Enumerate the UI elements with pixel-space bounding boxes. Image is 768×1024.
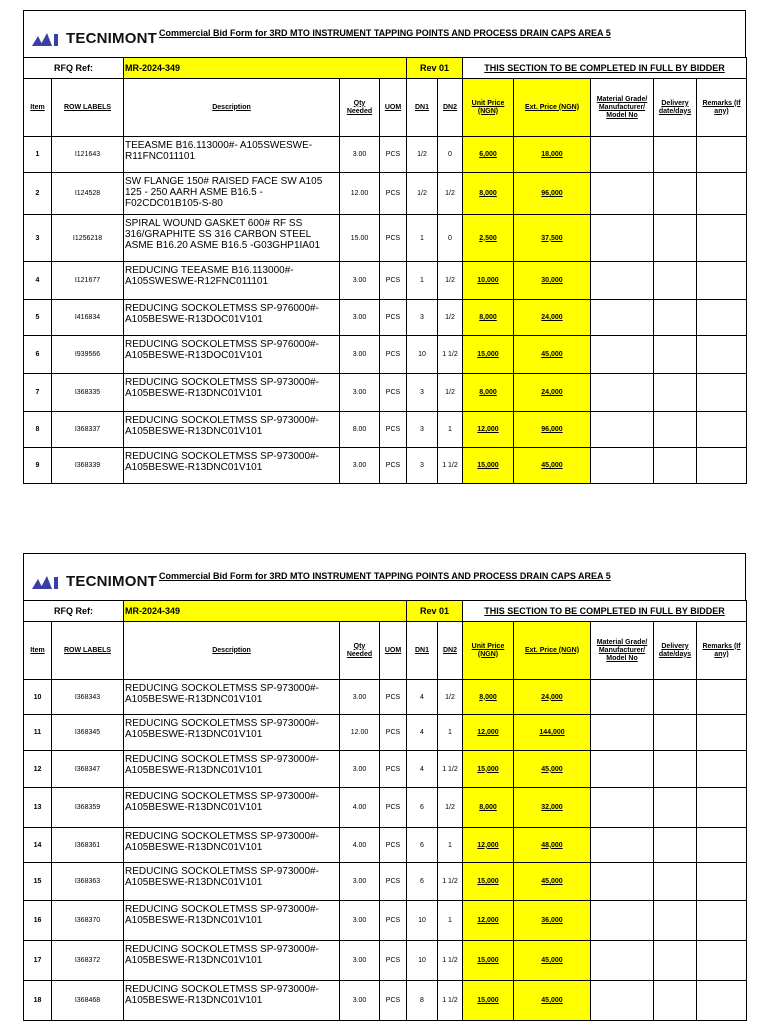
row-label: I368335 bbox=[52, 374, 124, 412]
rfq-label: RFQ Ref: bbox=[24, 601, 124, 622]
dn1: 6 bbox=[407, 828, 438, 863]
row-label: I368359 bbox=[52, 788, 124, 828]
remarks-cell[interactable] bbox=[697, 173, 747, 215]
remarks-cell[interactable] bbox=[697, 751, 747, 788]
row-label: I368343 bbox=[52, 680, 124, 715]
dn2: 1 1/2 bbox=[438, 981, 463, 1021]
material-cell[interactable] bbox=[591, 173, 654, 215]
col-row-labels: ROW LABELS bbox=[52, 622, 124, 680]
ext-price: 32,000 bbox=[514, 788, 591, 828]
item-number: 2 bbox=[24, 173, 52, 215]
tecnimont-logo-icon bbox=[32, 575, 62, 589]
brand-logo bbox=[32, 573, 157, 590]
dn2: 1 bbox=[438, 828, 463, 863]
material-cell[interactable] bbox=[591, 901, 654, 941]
dn1: 8 bbox=[407, 981, 438, 1021]
description: REDUCING SOCKOLETMSS SP-973000#-A105BESWE-R13DNC01V101 bbox=[124, 981, 340, 1021]
dn1: 4 bbox=[407, 751, 438, 788]
description: REDUCING SOCKOLETMSS SP-973000#-A105BESWE-R13DNC01V101 bbox=[124, 448, 340, 484]
ext-price: 96,000 bbox=[514, 173, 591, 215]
table-row bbox=[24, 715, 747, 751]
remarks-cell[interactable] bbox=[697, 412, 747, 448]
uom: PCS bbox=[380, 137, 407, 173]
col-description: Description bbox=[124, 79, 340, 137]
qty: 3.00 bbox=[340, 448, 380, 484]
table-row bbox=[24, 448, 747, 484]
dn1: 10 bbox=[407, 941, 438, 981]
description: SW FLANGE 150# RAISED FACE SW A105 125 - 250 AARH ASME B16.5 -F02CDC01B105-S-80 bbox=[124, 173, 340, 215]
ext-price: 18,000 bbox=[514, 137, 591, 173]
table-row bbox=[24, 788, 747, 828]
ext-price: 37,500 bbox=[514, 215, 591, 262]
unit-price: 8,000 bbox=[463, 173, 514, 215]
material-cell[interactable] bbox=[591, 137, 654, 173]
brand-name: TECNIMONT bbox=[66, 30, 157, 47]
revision: Rev 01 bbox=[407, 58, 463, 79]
row-label: I121643 bbox=[52, 137, 124, 173]
remarks-cell[interactable] bbox=[697, 828, 747, 863]
delivery-cell[interactable] bbox=[654, 715, 697, 751]
column-header-row bbox=[24, 79, 747, 137]
description: REDUCING SOCKOLETMSS SP-973000#-A105BESWE-R13DNC01V101 bbox=[124, 941, 340, 981]
delivery-cell[interactable] bbox=[654, 448, 697, 484]
material-cell[interactable] bbox=[591, 680, 654, 715]
dn2: 0 bbox=[438, 215, 463, 262]
item-number: 7 bbox=[24, 374, 52, 412]
col-material: Material Grade/ Manufacturer/ Model No bbox=[591, 79, 654, 137]
table-row bbox=[24, 751, 747, 788]
dn2: 1 1/2 bbox=[438, 336, 463, 374]
table-row bbox=[24, 901, 747, 941]
unit-price: 8,000 bbox=[463, 788, 514, 828]
material-cell[interactable] bbox=[591, 336, 654, 374]
form-banner bbox=[23, 10, 746, 57]
uom: PCS bbox=[380, 215, 407, 262]
uom: PCS bbox=[380, 336, 407, 374]
material-cell[interactable] bbox=[591, 262, 654, 300]
qty: 12.00 bbox=[340, 715, 380, 751]
brand-logo bbox=[32, 30, 157, 47]
row-label: I368345 bbox=[52, 715, 124, 751]
unit-price: 2,500 bbox=[463, 215, 514, 262]
item-number: 17 bbox=[24, 941, 52, 981]
col-dn2: DN2 bbox=[438, 622, 463, 680]
qty: 4.00 bbox=[340, 828, 380, 863]
uom: PCS bbox=[380, 981, 407, 1021]
unit-price: 15,000 bbox=[463, 751, 514, 788]
col-unit-price: Unit Price (NGN) bbox=[463, 622, 514, 680]
remarks-cell[interactable] bbox=[697, 300, 747, 336]
qty: 3.00 bbox=[340, 751, 380, 788]
delivery-cell[interactable] bbox=[654, 788, 697, 828]
remarks-cell[interactable] bbox=[697, 863, 747, 901]
delivery-cell[interactable] bbox=[654, 828, 697, 863]
col-uom: UOM bbox=[380, 622, 407, 680]
ext-price: 24,000 bbox=[514, 680, 591, 715]
col-qty: Qty Needed bbox=[340, 622, 380, 680]
col-remarks: Remarks (If any) bbox=[697, 622, 747, 680]
delivery-cell[interactable] bbox=[654, 336, 697, 374]
table-row bbox=[24, 262, 747, 300]
qty: 4.00 bbox=[340, 788, 380, 828]
item-number: 11 bbox=[24, 715, 52, 751]
description: REDUCING TEEASME B16.113000#-A105SWESWE-R12FNC011101 bbox=[124, 262, 340, 300]
table-row bbox=[24, 828, 747, 863]
row-label: I368372 bbox=[52, 941, 124, 981]
col-item: Item bbox=[24, 622, 52, 680]
ext-price: 36,000 bbox=[514, 901, 591, 941]
dn2: 1 bbox=[438, 715, 463, 751]
uom: PCS bbox=[380, 448, 407, 484]
material-cell[interactable] bbox=[591, 941, 654, 981]
dn1: 6 bbox=[407, 863, 438, 901]
ext-price: 48,000 bbox=[514, 828, 591, 863]
item-number: 4 bbox=[24, 262, 52, 300]
dn2: 1 1/2 bbox=[438, 863, 463, 901]
item-number: 15 bbox=[24, 863, 52, 901]
col-ext-price: Ext. Price (NGN) bbox=[514, 79, 591, 137]
bid-form-page-1 bbox=[23, 10, 746, 484]
qty: 3.00 bbox=[340, 680, 380, 715]
table-row bbox=[24, 137, 747, 173]
qty: 15.00 bbox=[340, 215, 380, 262]
material-cell[interactable] bbox=[591, 300, 654, 336]
dn1: 4 bbox=[407, 715, 438, 751]
unit-price: 12,000 bbox=[463, 828, 514, 863]
dn2: 1/2 bbox=[438, 788, 463, 828]
dn2: 1 bbox=[438, 901, 463, 941]
col-remarks: Remarks (If any) bbox=[697, 79, 747, 137]
table-row bbox=[24, 173, 747, 215]
description: REDUCING SOCKOLETMSS SP-976000#-A105BESWE-R13DOC01V101 bbox=[124, 300, 340, 336]
delivery-cell[interactable] bbox=[654, 863, 697, 901]
qty: 3.00 bbox=[340, 262, 380, 300]
bidder-note: THIS SECTION TO BE COMPLETED IN FULL BY BIDDER bbox=[463, 58, 747, 79]
description: REDUCING SOCKOLETMSS SP-973000#-A105BESWE-R13DNC01V101 bbox=[124, 374, 340, 412]
uom: PCS bbox=[380, 863, 407, 901]
unit-price: 15,000 bbox=[463, 448, 514, 484]
form-title: Commercial Bid Form for 3RD MTO INSTRUMENT TAPPING POINTS AND PROCESS DRAIN CAPS AREA 5 bbox=[159, 28, 611, 38]
uom: PCS bbox=[380, 412, 407, 448]
table-row bbox=[24, 215, 747, 262]
dn2: 1 1/2 bbox=[438, 751, 463, 788]
table-row bbox=[24, 680, 747, 715]
delivery-cell[interactable] bbox=[654, 751, 697, 788]
ext-price: 144,000 bbox=[514, 715, 591, 751]
row-label: I939566 bbox=[52, 336, 124, 374]
item-number: 8 bbox=[24, 412, 52, 448]
qty: 3.00 bbox=[340, 336, 380, 374]
delivery-cell[interactable] bbox=[654, 680, 697, 715]
delivery-cell[interactable] bbox=[654, 901, 697, 941]
material-cell[interactable] bbox=[591, 215, 654, 262]
dn2: 1 1/2 bbox=[438, 448, 463, 484]
dn1: 3 bbox=[407, 300, 438, 336]
qty: 3.00 bbox=[340, 300, 380, 336]
uom: PCS bbox=[380, 828, 407, 863]
description: REDUCING SOCKOLETMSS SP-973000#-A105BESWE-R13DNC01V101 bbox=[124, 901, 340, 941]
rfq-row bbox=[24, 601, 747, 622]
description: REDUCING SOCKOLETMSS SP-973000#-A105BESWE-R13DNC01V101 bbox=[124, 715, 340, 751]
description: REDUCING SOCKOLETMSS SP-973000#-A105BESWE-R13DNC01V101 bbox=[124, 680, 340, 715]
qty: 8.00 bbox=[340, 412, 380, 448]
row-label: I368337 bbox=[52, 412, 124, 448]
description: REDUCING SOCKOLETMSS SP-973000#-A105BESWE-R13DNC01V101 bbox=[124, 751, 340, 788]
material-cell[interactable] bbox=[591, 788, 654, 828]
dn2: 0 bbox=[438, 137, 463, 173]
material-cell[interactable] bbox=[591, 374, 654, 412]
uom: PCS bbox=[380, 715, 407, 751]
qty: 3.00 bbox=[340, 137, 380, 173]
material-cell[interactable] bbox=[591, 715, 654, 751]
description: SPIRAL WOUND GASKET 600# RF SS 316/GRAPHITE SS 316 CARBON STEEL ASME B16.20 ASME B16.5 -G03GHP1IA01 bbox=[124, 215, 340, 262]
item-number: 3 bbox=[24, 215, 52, 262]
ext-price: 45,000 bbox=[514, 941, 591, 981]
unit-price: 12,000 bbox=[463, 901, 514, 941]
unit-price: 10,000 bbox=[463, 262, 514, 300]
delivery-cell[interactable] bbox=[654, 941, 697, 981]
delivery-cell[interactable] bbox=[654, 173, 697, 215]
dn1: 1 bbox=[407, 262, 438, 300]
dn1: 4 bbox=[407, 680, 438, 715]
col-unit-price: Unit Price (NGN) bbox=[463, 79, 514, 137]
dn1: 3 bbox=[407, 412, 438, 448]
dn1: 3 bbox=[407, 374, 438, 412]
row-label: I1256218 bbox=[52, 215, 124, 262]
ext-price: 24,000 bbox=[514, 374, 591, 412]
rfq-value: MR-2024-349 bbox=[124, 58, 407, 79]
row-label: I368370 bbox=[52, 901, 124, 941]
dn2: 1/2 bbox=[438, 173, 463, 215]
col-delivery: Delivery date/days bbox=[654, 622, 697, 680]
remarks-cell[interactable] bbox=[697, 788, 747, 828]
col-dn2: DN2 bbox=[438, 79, 463, 137]
material-cell[interactable] bbox=[591, 448, 654, 484]
form-title: Commercial Bid Form for 3RD MTO INSTRUMENT TAPPING POINTS AND PROCESS DRAIN CAPS AREA 5 bbox=[159, 571, 611, 581]
description: TEEASME B16.113000#- A105SWESWE-R11FNC011101 bbox=[124, 137, 340, 173]
column-header-row bbox=[24, 622, 747, 680]
bid-table bbox=[23, 57, 747, 484]
row-label: I368347 bbox=[52, 751, 124, 788]
qty: 12.00 bbox=[340, 173, 380, 215]
rfq-row bbox=[24, 58, 747, 79]
uom: PCS bbox=[380, 300, 407, 336]
uom: PCS bbox=[380, 262, 407, 300]
item-number: 18 bbox=[24, 981, 52, 1021]
dn2: 1 1/2 bbox=[438, 941, 463, 981]
unit-price: 8,000 bbox=[463, 300, 514, 336]
item-number: 1 bbox=[24, 137, 52, 173]
col-dn1: DN1 bbox=[407, 79, 438, 137]
col-description: Description bbox=[124, 622, 340, 680]
dn1: 1 bbox=[407, 215, 438, 262]
row-label: I368361 bbox=[52, 828, 124, 863]
ext-price: 45,000 bbox=[514, 981, 591, 1021]
description: REDUCING SOCKOLETMSS SP-973000#-A105BESWE-R13DNC01V101 bbox=[124, 863, 340, 901]
tecnimont-logo-icon bbox=[32, 32, 62, 46]
col-uom: UOM bbox=[380, 79, 407, 137]
item-number: 9 bbox=[24, 448, 52, 484]
uom: PCS bbox=[380, 788, 407, 828]
dn2: 1/2 bbox=[438, 300, 463, 336]
remarks-cell[interactable] bbox=[697, 941, 747, 981]
material-cell[interactable] bbox=[591, 981, 654, 1021]
material-cell[interactable] bbox=[591, 863, 654, 901]
form-banner bbox=[23, 553, 746, 600]
dn1: 6 bbox=[407, 788, 438, 828]
table-row bbox=[24, 863, 747, 901]
ext-price: 30,000 bbox=[514, 262, 591, 300]
dn1: 1/2 bbox=[407, 173, 438, 215]
qty: 3.00 bbox=[340, 941, 380, 981]
uom: PCS bbox=[380, 901, 407, 941]
remarks-cell[interactable] bbox=[697, 448, 747, 484]
ext-price: 45,000 bbox=[514, 863, 591, 901]
remarks-cell[interactable] bbox=[697, 137, 747, 173]
ext-price: 24,000 bbox=[514, 300, 591, 336]
row-label: I416834 bbox=[52, 300, 124, 336]
item-number: 14 bbox=[24, 828, 52, 863]
delivery-cell[interactable] bbox=[654, 412, 697, 448]
item-number: 5 bbox=[24, 300, 52, 336]
table-row bbox=[24, 412, 747, 448]
bidder-note: THIS SECTION TO BE COMPLETED IN FULL BY BIDDER bbox=[463, 601, 747, 622]
unit-price: 12,000 bbox=[463, 412, 514, 448]
dn1: 10 bbox=[407, 901, 438, 941]
description: REDUCING SOCKOLETMSS SP-976000#-A105BESWE-R13DOC01V101 bbox=[124, 336, 340, 374]
uom: PCS bbox=[380, 680, 407, 715]
dn1: 3 bbox=[407, 448, 438, 484]
material-cell[interactable] bbox=[591, 751, 654, 788]
unit-price: 6,000 bbox=[463, 137, 514, 173]
ext-price: 96,000 bbox=[514, 412, 591, 448]
row-label: I121677 bbox=[52, 262, 124, 300]
bid-form-page-2 bbox=[23, 553, 746, 1021]
revision: Rev 01 bbox=[407, 601, 463, 622]
item-number: 13 bbox=[24, 788, 52, 828]
material-cell[interactable] bbox=[591, 828, 654, 863]
table-row bbox=[24, 336, 747, 374]
delivery-cell[interactable] bbox=[654, 215, 697, 262]
uom: PCS bbox=[380, 941, 407, 981]
unit-price: 15,000 bbox=[463, 863, 514, 901]
remarks-cell[interactable] bbox=[697, 981, 747, 1021]
rfq-value: MR-2024-349 bbox=[124, 601, 407, 622]
delivery-cell[interactable] bbox=[654, 981, 697, 1021]
row-label: I368363 bbox=[52, 863, 124, 901]
remarks-cell[interactable] bbox=[697, 374, 747, 412]
brand-name: TECNIMONT bbox=[66, 573, 157, 590]
qty: 3.00 bbox=[340, 901, 380, 941]
description: REDUCING SOCKOLETMSS SP-973000#-A105BESWE-R13DNC01V101 bbox=[124, 412, 340, 448]
item-number: 12 bbox=[24, 751, 52, 788]
dn2: 1/2 bbox=[438, 680, 463, 715]
qty: 3.00 bbox=[340, 374, 380, 412]
qty: 3.00 bbox=[340, 863, 380, 901]
delivery-cell[interactable] bbox=[654, 137, 697, 173]
remarks-cell[interactable] bbox=[697, 715, 747, 751]
remarks-cell[interactable] bbox=[697, 262, 747, 300]
row-label: I368468 bbox=[52, 981, 124, 1021]
uom: PCS bbox=[380, 751, 407, 788]
col-item: Item bbox=[24, 79, 52, 137]
dn2: 1/2 bbox=[438, 262, 463, 300]
table-row bbox=[24, 374, 747, 412]
ext-price: 45,000 bbox=[514, 448, 591, 484]
delivery-cell[interactable] bbox=[654, 300, 697, 336]
ext-price: 45,000 bbox=[514, 336, 591, 374]
table-row bbox=[24, 981, 747, 1021]
bid-table bbox=[23, 600, 747, 1021]
remarks-cell[interactable] bbox=[697, 336, 747, 374]
rfq-label: RFQ Ref: bbox=[24, 58, 124, 79]
remarks-cell[interactable] bbox=[697, 901, 747, 941]
unit-price: 15,000 bbox=[463, 981, 514, 1021]
col-delivery: Delivery date/days bbox=[654, 79, 697, 137]
unit-price: 15,000 bbox=[463, 941, 514, 981]
delivery-cell[interactable] bbox=[654, 262, 697, 300]
row-label: I124528 bbox=[52, 173, 124, 215]
col-material: Material Grade/ Manufacturer/ Model No bbox=[591, 622, 654, 680]
table-row bbox=[24, 941, 747, 981]
table-row bbox=[24, 300, 747, 336]
qty: 3.00 bbox=[340, 981, 380, 1021]
ext-price: 45,000 bbox=[514, 751, 591, 788]
dn2: 1/2 bbox=[438, 374, 463, 412]
remarks-cell[interactable] bbox=[697, 215, 747, 262]
unit-price: 8,000 bbox=[463, 680, 514, 715]
col-qty: Qty Needed bbox=[340, 79, 380, 137]
material-cell[interactable] bbox=[591, 412, 654, 448]
col-dn1: DN1 bbox=[407, 622, 438, 680]
col-ext-price: Ext. Price (NGN) bbox=[514, 622, 591, 680]
delivery-cell[interactable] bbox=[654, 374, 697, 412]
description: REDUCING SOCKOLETMSS SP-973000#-A105BESWE-R13DNC01V101 bbox=[124, 828, 340, 863]
item-number: 16 bbox=[24, 901, 52, 941]
dn1: 10 bbox=[407, 336, 438, 374]
dn1: 1/2 bbox=[407, 137, 438, 173]
dn2: 1 bbox=[438, 412, 463, 448]
remarks-cell[interactable] bbox=[697, 680, 747, 715]
unit-price: 8,000 bbox=[463, 374, 514, 412]
uom: PCS bbox=[380, 173, 407, 215]
unit-price: 12,000 bbox=[463, 715, 514, 751]
unit-price: 15,000 bbox=[463, 336, 514, 374]
uom: PCS bbox=[380, 374, 407, 412]
col-row-labels: ROW LABELS bbox=[52, 79, 124, 137]
item-number: 6 bbox=[24, 336, 52, 374]
item-number: 10 bbox=[24, 680, 52, 715]
row-label: I368339 bbox=[52, 448, 124, 484]
description: REDUCING SOCKOLETMSS SP-973000#-A105BESWE-R13DNC01V101 bbox=[124, 788, 340, 828]
